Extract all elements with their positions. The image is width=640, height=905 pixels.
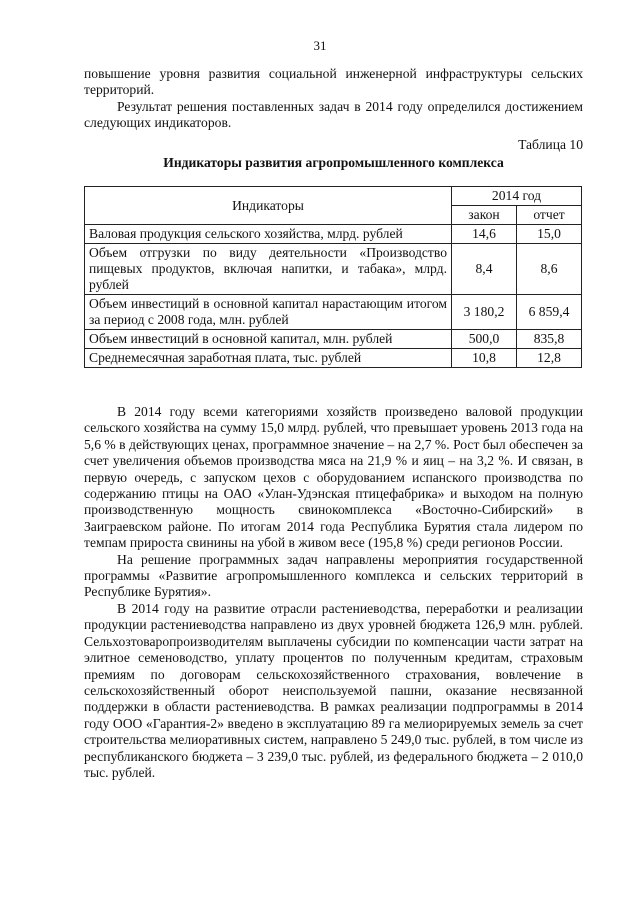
row-report: 835,8 bbox=[517, 330, 582, 349]
header-law: закон bbox=[452, 206, 517, 225]
page-number: 31 bbox=[313, 38, 327, 53]
row-name: Объем инвестиций в основной капитал, млн. рублей bbox=[85, 330, 452, 349]
body-text bbox=[84, 404, 583, 781]
intro-text bbox=[84, 66, 583, 132]
row-law: 500,0 bbox=[452, 330, 517, 349]
body-paragraph-3: В 2014 году на развитие отрасли растениеводства, переработки и реализации продукции растениеводства направлено из двух уровней бюджета 126,9 млн. рублей. Сельхозтоваропроизводителям выплачены субсидии по компенсации части затрат на элитное семеноводство, уплату процентов по полученным кредитам, страховым премиям по договорам сельскохозяйственного страхования, вовлечение в сельскохозяйственный оборот неиспользуемой пашни, оказание несвязанной поддержки в области растениеводства. В рамках реализации подпрограммы в 2014 году ООО «Гарантия-2» введено в эксплуатацию 89 га мелиорируемых земель за счет строительства мелиоративных систем, направлено 5 249,0 тыс. рублей, в том числе из республиканского бюджета – 3 239,0 тыс. рублей, из федерального бюджета – 2 010,0 тыс. рублей. bbox=[84, 600, 583, 780]
row-name: Валовая продукция сельского хозяйства, млрд. рублей bbox=[85, 225, 452, 244]
row-report: 8,6 bbox=[517, 244, 582, 295]
header-report: отчет bbox=[517, 206, 582, 225]
table-title: Индикаторы развития агропромышленного комплекса bbox=[163, 155, 504, 170]
row-name: Объем отгрузки по виду деятельности «Производство пищевых продуктов, включая напитки, и табака», млрд. рублей bbox=[85, 244, 452, 295]
body-paragraph-2: На решение программных задач направлены мероприятия государственной программы «Развитие агропромышленного комплекса и сельских территорий в Республике Бурятия». bbox=[84, 551, 583, 600]
header-indicators: Индикаторы bbox=[85, 187, 452, 225]
table-row bbox=[85, 225, 582, 244]
intro-paragraph-1: повышение уровня развития социальной инженерной инфраструктуры сельских территорий. bbox=[84, 66, 583, 98]
row-report: 6 859,4 bbox=[517, 295, 582, 330]
row-name: Среднемесячная заработная плата, тыс. рублей bbox=[85, 349, 452, 368]
row-law: 3 180,2 bbox=[452, 295, 517, 330]
row-report: 12,8 bbox=[517, 349, 582, 368]
row-law: 14,6 bbox=[452, 225, 517, 244]
table-header-row bbox=[85, 187, 582, 206]
table-row bbox=[85, 349, 582, 368]
row-report: 15,0 bbox=[517, 225, 582, 244]
header-year: 2014 год bbox=[452, 187, 582, 206]
row-law: 8,4 bbox=[452, 244, 517, 295]
row-law: 10,8 bbox=[452, 349, 517, 368]
table-row bbox=[85, 295, 582, 330]
table-row bbox=[85, 330, 582, 349]
table-row bbox=[85, 244, 582, 295]
row-name: Объем инвестиций в основной капитал нарастающим итогом за период с 2008 года, млн. рублей bbox=[85, 295, 452, 330]
table-label: Таблица 10 bbox=[518, 137, 583, 152]
indicators-table bbox=[84, 186, 582, 368]
intro-paragraph-2: Результат решения поставленных задач в 2014 году определился достижением следующих индикаторов. bbox=[84, 98, 583, 131]
body-paragraph-1: В 2014 году всеми категориями хозяйств произведено валовой продукции сельского хозяйства на сумму 15,0 млрд. рублей, что превышает уровень 2013 года на 5,6 % в действующих ценах, программное значение – на 2,7 %. Рост был обеспечен за счет увеличения объемов производства мяса на 21,9 % и яиц – на 3,2 %. И связан, в первую очередь, с запуском цехов с оборудованием испанского производства по содержанию птицы на ОАО «Улан-Удэнская птицефабрика» и выходом на полную производственную мощность свинокомплекса «Восточно-Сибирский» в Заиграевском районе. По итогам 2014 года Республика Бурятия стала лидером по темпам прироста свинины на убой в живом весе (195,8 %) среди регионов России. bbox=[84, 404, 583, 551]
